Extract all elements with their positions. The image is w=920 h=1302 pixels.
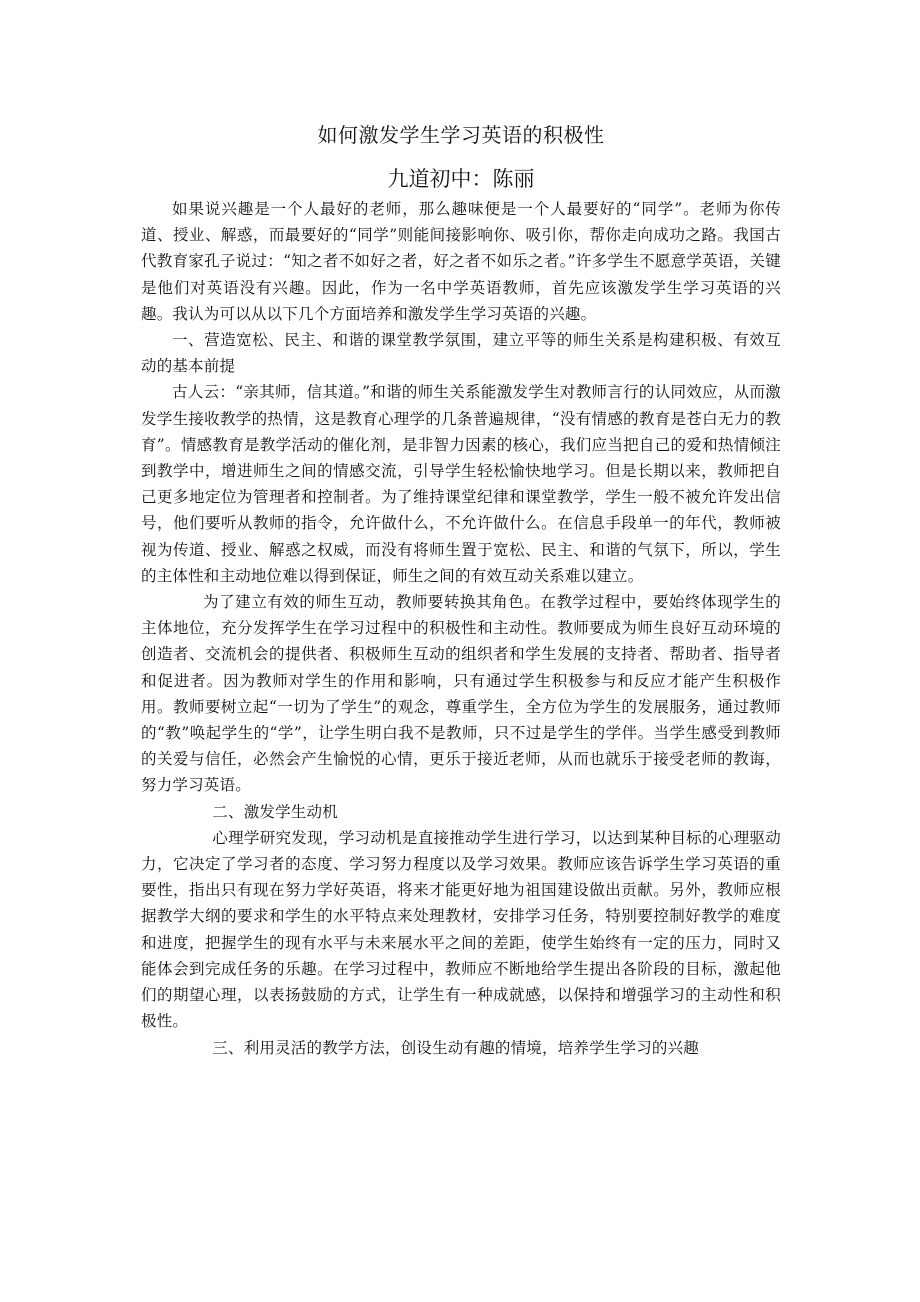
heading-section-3: 三、利用灵活的教学方法，创设生动有趣的情境，培养学生学习的兴趣 [212, 1038, 699, 1057]
paragraph-section-1-b: 为了建立有效的师生互动，教师要转换其角色。在教学过程中，要始终体现学生的主体地位，充分发挥学生在学习过程中的积极性和主动性。教师要成为师生良好互动环境的创造者、交流机会的提供者、积极师生互动的组织者和学生发展的支持者、帮助者、指导者和促进者。因为教师对学生的作用和影响，只有通过学生积极参与和反应才能产生积极作用。教师要树立起“一切为了学生”的观念，尊重学生，全方位为学生的发展服务，通过教师的“教”唤起学生的“学”，让学生明白我不是教师，只不过是学生的学伴。当学生感受到教师的关爱与信任，必然会产生愉悦的心情，更乐于接近老师，从而也就乐于接受老师的教诲，努力学习英语。 [141, 593, 781, 795]
document-title: 如何激发学生学习英语的积极性 [317, 123, 605, 147]
paragraph-section-1-a: 古人云：“亲其师，信其道。”和谐的师生关系能激发学生对教师言行的认同效应，从而激发学生接收教学的热情，这是教育心理学的几条普遍规律，“没有情感的教育是苍白无力的教育”。情感教育是教学活动的催化剂，是非智力因素的核心，我们应当把自己的爱和热情倾注到教学中，增进师生之间的情感交流，引导学生轻松愉快地学习。但是长期以来，教师把自己更多地定位为管理者和控制者。为了维持课堂纪律和课堂教学，学生一般不被允许发出信号，他们要听从教师的指令，允许做什么，不允许做什么。在信息手段单一的年代，教师被视为传道、授业、解惑之权威，而没有将师生置于宽松、民主、和谐的气氛下，所以，学生的主体性和主动地位难以得到保证，师生之间的有效互动关系难以建立。 [141, 383, 781, 585]
heading-section-1: 一、营造宽松、民主、和谐的课堂教学氛围，建立平等的师生关系是构建积极、有效互动的基本前提 [141, 331, 781, 376]
document-author: 九道初中：陈丽 [387, 167, 535, 191]
document-body [141, 120, 781, 1061]
paragraph-intro: 如果说兴趣是一个人最好的老师，那么趣味便是一个人最要好的“同学”。老师为你传道、授业、解惑，而最要好的“同学”则能间接影响你、吸引你，帮你走向成功之路。我国古代教育家孔子说过：“知之者不如好之者，好之者不如乐之者。”许多学生不愿意学英语，关键是他们对英语没有兴趣。因此，作为一名中学英语教师，首先应该激发学生学习英语的兴趣。我认为可以从以下几个方面培养和激发学生学习英语的兴趣。 [141, 200, 781, 323]
paragraph-section-2: 心理学研究发现，学习动机是直接推动学生进行学习，以达到某种目标的心理驱动力，它决定了学习者的态度、学习努力程度以及学习效果。教师应该告诉学生学习英语的重要性，指出只有现在努力学好英语，将来才能更好地为祖国建设做出贡献。另外，教师应根据教学大纲的要求和学生的水平特点来处理教材，安排学习任务，特别要控制好教学的难度和进度，把握学生的现有水平与未来展水平之间的差距，使学生始终有一定的压力，同时又能体会到完成任务的乐趣。在学习过程中，教师应不断地给学生提出各阶段的目标，激起他们的期望心理，以表扬鼓励的方式，让学生有一种成就感，以保持和增强学习的主动性和积极性。 [141, 828, 781, 1031]
heading-section-2: 二、激发学生动机 [212, 802, 338, 821]
